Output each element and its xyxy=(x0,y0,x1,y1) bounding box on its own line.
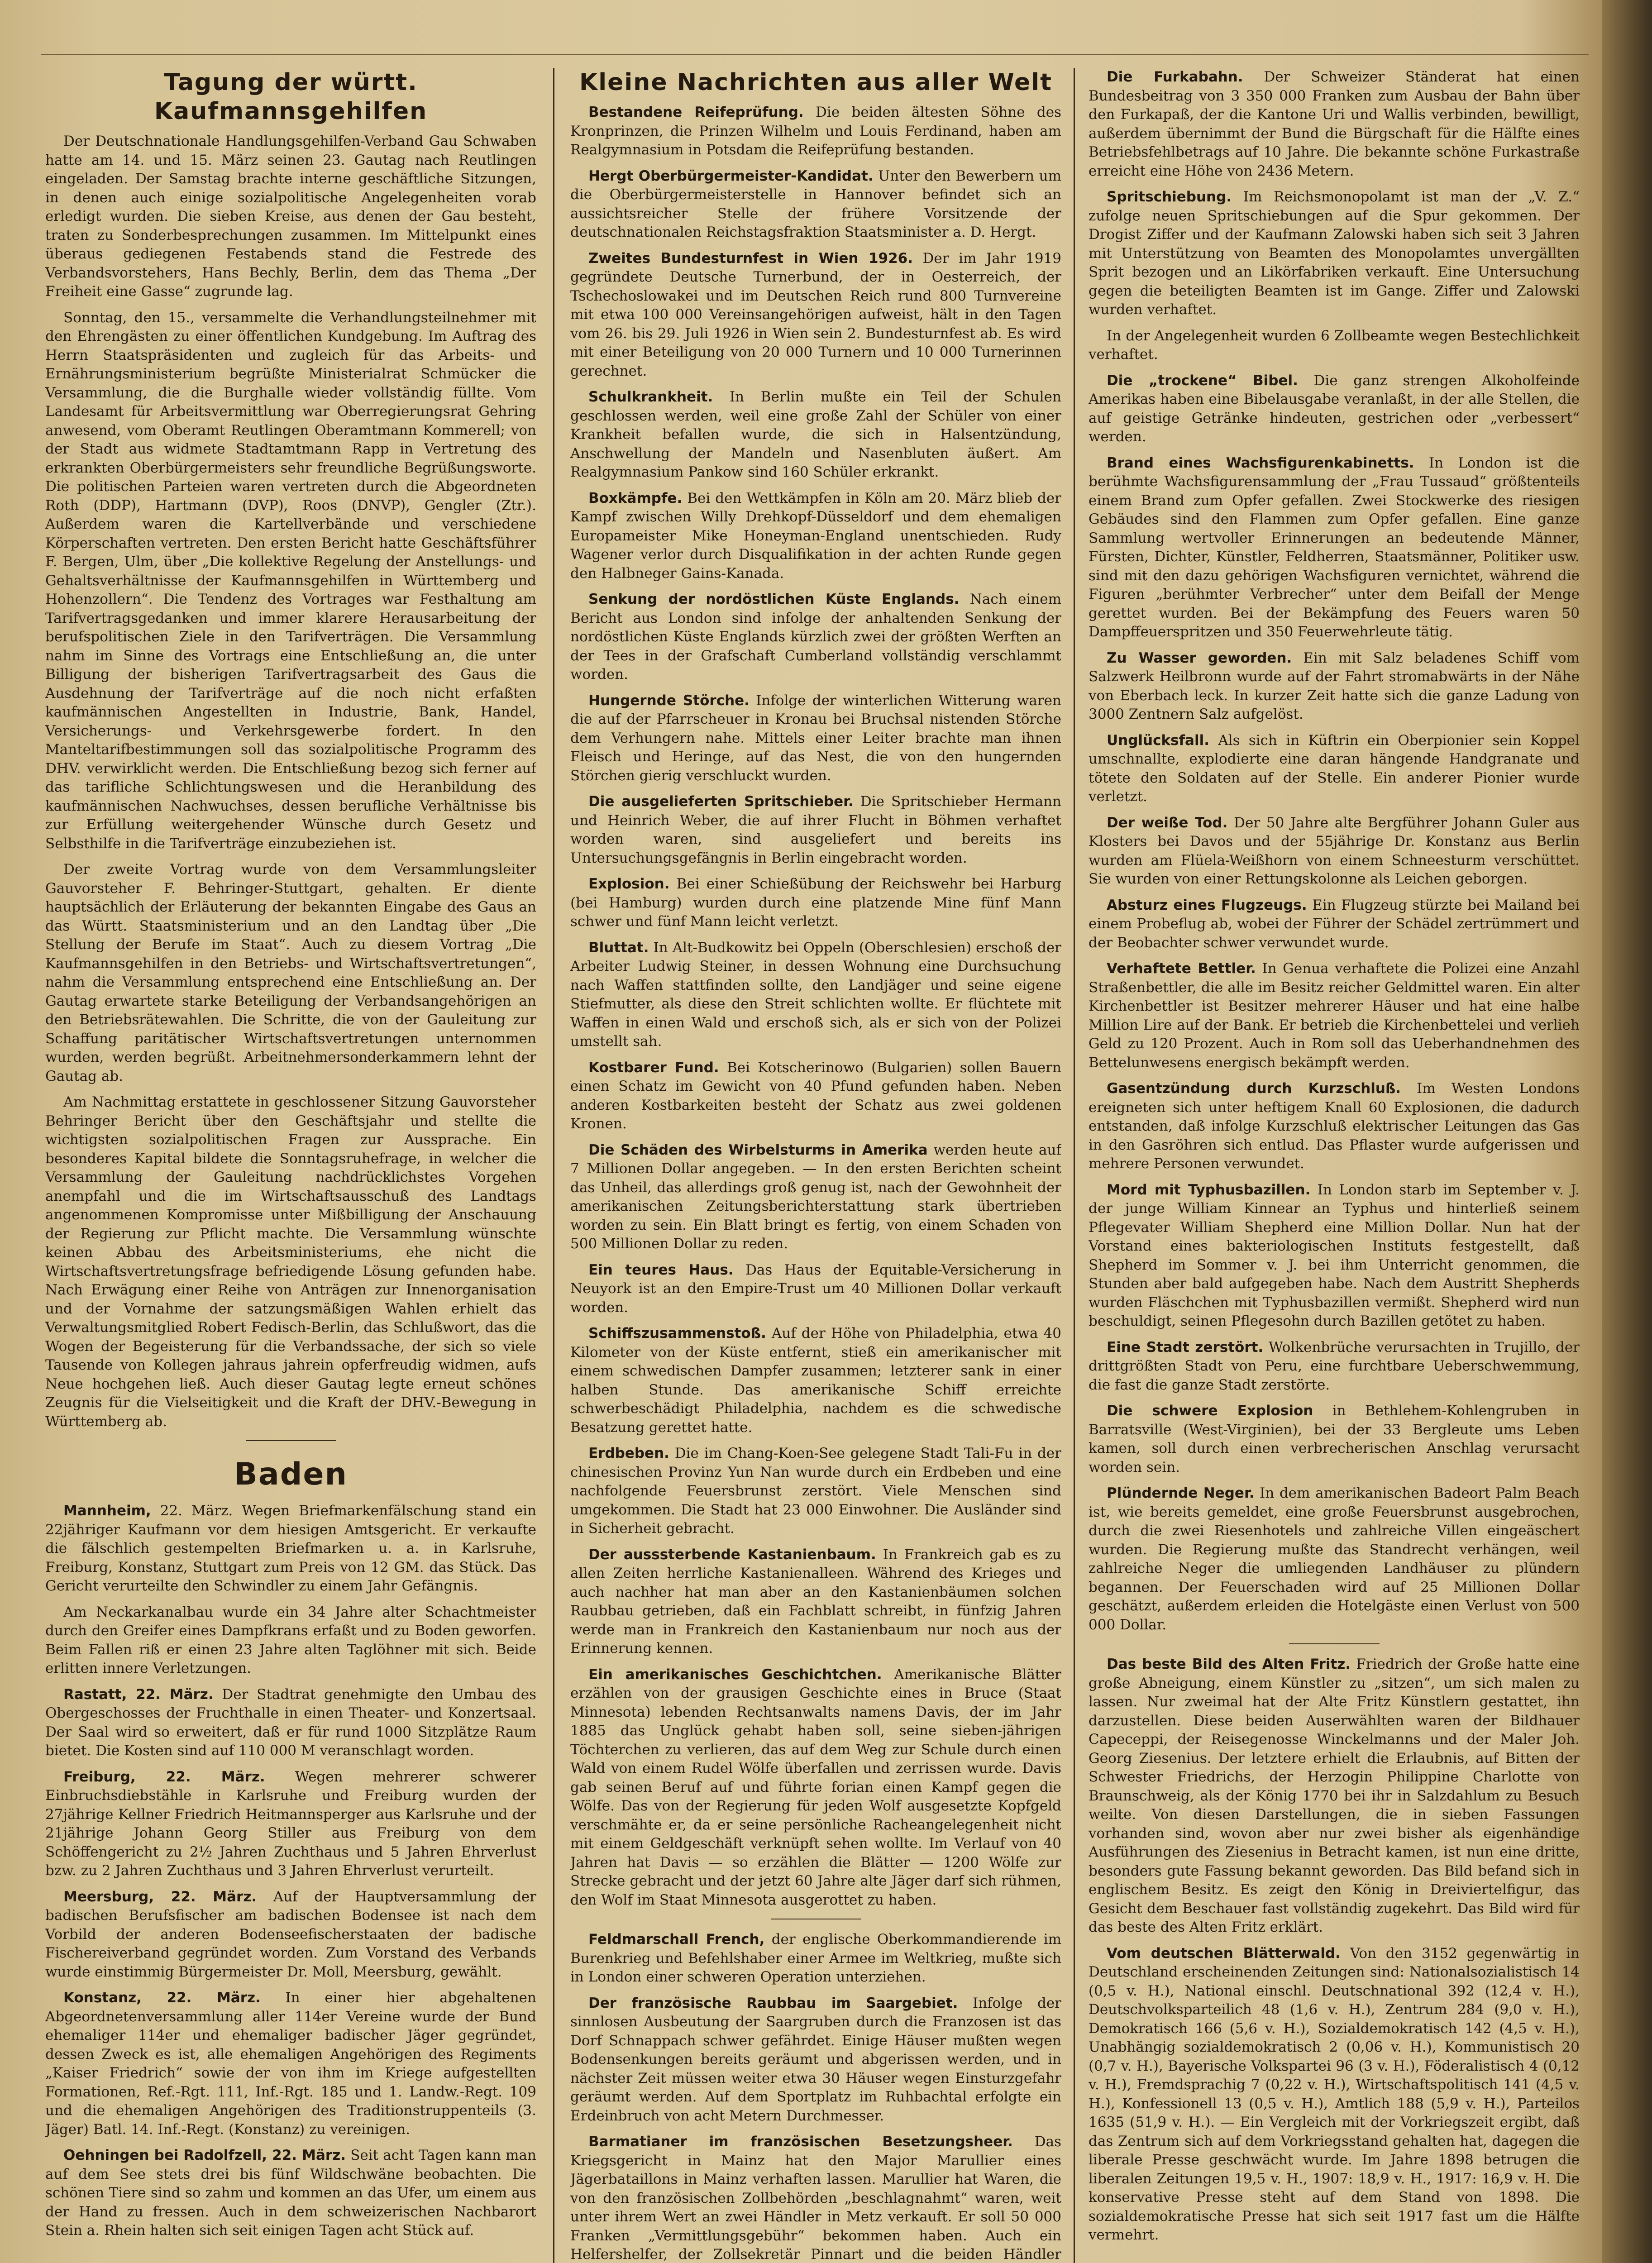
news-body: Die ganz strengen Alkoholfeinde Amerikas haben eine Bibelausgabe veranlaßt, in der alle Stellen, die auf geistige Getränke hindeuten, gestrichen oder „verbessert“ werden. xyxy=(1089,372,1580,445)
news-head: Der weiße Tod. xyxy=(1107,814,1228,831)
news-item xyxy=(1089,1079,1580,1174)
section-divider xyxy=(1289,1643,1380,1644)
news-head: Die „trockene“ Bibel. xyxy=(1107,372,1298,389)
news-head: Ein amerikanisches Geschichtchen. xyxy=(588,1666,882,1683)
news-body: Nach einem Bericht aus London sind infolge der anhaltenden Senkung der nordöstlichen Küste Englands kürzlich zwei der größten Werften an der Tees in der Grafschaft Cumberland vollständig verschlammt worden. xyxy=(570,591,1061,683)
news-head: Absturz eines Flugzeugs. xyxy=(1107,897,1307,913)
news-item xyxy=(45,1989,536,2139)
news-head: Bluttat. xyxy=(588,939,649,956)
article-paragraph: Der zweite Vortrag wurde von dem Versammlungsleiter Gauvorsteher F. Behringer-Stuttgart, gehalten. Er diente hauptsächlich der Erläuterung der bekannten Eingabe des Gaus an das Württ. Staatsministerium und an den Landtag über „Die Stellung der Berufe im Staat“. Auch zu diesem Vortrag „Die Kaufmannsgehilfen in den Betriebs- und Wirtschaftsvertretungen“, nahm die Versammlung entsprechend eine Entschließung an. Der Gautag erwartete starke Beteiligung der Verbandsangehörigen an den Betriebsrätewahlen. Die Schritte, die von der Gauleitung zur Schaffung paritätischer Wirtschaftsvertretungen unternommen wurden, werden begrüßt. Arbeitnehmersonderkammern lehnt der Gautag ab. xyxy=(45,861,536,1084)
news-head: Barmatianer im französischen Besetzungsheer. xyxy=(588,2134,1013,2150)
news-item xyxy=(570,1546,1061,1658)
column-1 xyxy=(45,68,536,2263)
article-paragraph: Der Deutschnationale Handlungsgehilfen-Verband Gau Schwaben hatte am 14. und 15. März seinen 23. Gautag nach Reutlingen eingeladen. Der Samstag brachte interne geschäftliche Sitzungen, in denen auch einige sozialpolitische Angelegenheiten vorab erledigt wurden. Die sieben Kreise, aus denen der Gau besteht, traten zu Sonderbesprechungen zusammen. Im Mittelpunkt eines überaus gediegenen Festabends stand die Festrede des Verbandsvorstehers, Hans Bechly, Berlin, dem das Thema „Der Freiheit eine Gasse“ zugrunde lag. xyxy=(45,133,536,300)
news-body: Die Spritschieber Hermann und Heinrich Weber, die auf ihrer Flucht in Böhmen verhaftet worden waren, sind ausgeliefert und bereits ins Untersuchungsgefängnis in Berlin eingebracht worden. xyxy=(570,793,1061,866)
news-head: Kostbarer Fund. xyxy=(588,1059,719,1076)
news-body: Unter den Bewerbern um die Oberbürgermeisterstelle in Hannover befindet sich an aussichtsreicher Stelle der frühere Vorsitzende der deutschnationalen Reichstagsfraktion Staatsminister a. D. Hergt. xyxy=(570,167,1061,240)
news-item xyxy=(1089,731,1580,807)
news-head: Senkung der nordöstlichen Küste Englands. xyxy=(588,591,960,607)
news-body: In Frankreich gab es zu allen Zeiten herrliche Kastanienalleen. Während des Krieges und auch nachher hat man aber an den Kastanienbäumen solchen Raubbau getrieben, daß ein Fachblatt schreibt, in fünfzig Jahren werde man in Frankreich den Kastanienbaum nur noch aus der Erinnerung kennen. xyxy=(570,1546,1061,1657)
news-head: Bestandene Reifeprüfung. xyxy=(588,104,804,120)
column-rule xyxy=(1074,68,1075,2263)
column-rule xyxy=(553,68,554,2263)
binding-spine xyxy=(1602,0,1652,2263)
article-paragraph: Sonntag, den 15., versammelte die Verhandlungsteilnehmer mit den Ehrengästen zu einer öffentlichen Kundgebung. Im Auftrag des Herrn Staatspräsidenten und zugleich für das Arbeits- und Ernährungsministerium begrüßte Ministerialrat Schmücker die Versammlung, die die Burghalle wieder vollständig füllte. Vom Landesamt für Arbeitsvermittlung war Oberregierungsrat Gehring anwesend, vom Oberamt Reutlingen Oberamtmann Kommerell; von der Stadt aus widmete Stadtamtmann Rapp in Vertretung des erkrankten Oberbürgermeisters sehr freundliche Begrüßungsworte. Die politischen Parteien waren vertreten durch die Abgeordneten Roth (DDP), Hartmann (DVP), Roos (DNVP), Gengler (Ztr.). Außerdem waren die Kartellverbände und verschiedene Körperschaften vertreten. Den ersten Bericht hatte Geschäftsführer F. Bergen, Ulm, über „Die kollektive Regelung der Anstellungs- und Gehaltsverhältnisse der Kaufmannsgehilfen in Württemberg und Hohenzollern“. Die Tendenz des Vortrages war Festhaltung am Tarifvertragsgedanken und immer klarere Herausarbeitung der berufspolitischen Ziele in den Tarifverträgen. Die Versammlung nahm im Sinne des Vortrags eine Entschließung an, die unter Billigung der bisherigen Tarifvertragsarbeit des Gaus die Ausdehnung der Tarifverträge auf die noch nicht erfaßten kaufmännischen Angestellten in Industrie, Bank, Handel, Versicherungs- und Verkehrsgewerbe fordert. In den Manteltarifbestimmungen soll das sozialpolitische Programm des DHV. verwirklicht werden. Die Entschließung bezog sich ferner auf das tarifliche Schlichtungswesen und die Heranbildung des kaufmännischen Nachwuchses, dessen berufliche Verhältnisse bis zur Erfüllung weitergehender Wünsche durch Gesetz und Selbsthilfe in die Tarifverträge einzubeziehen ist. xyxy=(45,309,536,852)
news-head: Konstanz, 22. März. xyxy=(63,1990,261,2006)
news-item xyxy=(1089,1944,1580,2245)
news-body: In einer hier abgehaltenen Abgeordnetenversammlung aller 114er Vereine wurde der Bund ehemaliger 114er und ehemaliger badischer Jäger gegründet, dessen Zweck es ist, alle ehemaligen Angehörigen des Regiments „Kaiser Friedrich“ sowie der von ihm im Kriege aufgestellten Formationen, Ref.-Rgt. 111, Inf.-Rgt. 185 und 1. Landw.-Regt. 109 und die ehemaligen Angehörigen des Traditionstruppenteils (3. Jäger) Batl. 14. Inf.-Regt. (Konstanz) zu vereinigen. xyxy=(45,1990,536,2138)
news-item xyxy=(570,1444,1061,1538)
news-item xyxy=(570,590,1061,684)
news-head: Unglücksfall. xyxy=(1107,732,1210,749)
news-body: Der 50 Jahre alte Bergführer Johann Guler aus Klosters bei Davos und der 55jährige Dr. Konstanz aus Berlin wurden am Flüela-Weißhorn von einem Schneesturm verschüttet. Sie wurden von einer Rettungskolonne als Leichen geborgen. xyxy=(1089,814,1580,887)
news-item xyxy=(570,1666,1061,1910)
news-head: Schiffszusammenstoß. xyxy=(588,1325,766,1342)
news-body: In London ist die berühmte Wachsfigurensammlung der „Frau Tussaud“ größtenteils einem Brand zum Opfer gefallen. Zwei Stockwerke des riesigen Gebäudes sind den Flammen zum Opfer gefallen. Eine ganze Sammlung wertvoller Erinnerungen an bedeutende Männer, Fürsten, Dichter, Künstler, Feldherren, Staatsmänner, Politiker usw. sind mit den dazu gehörigen Wachsfiguren vernichtet, während die Figuren „berühmter Verbrecher“ unter dem Beifall der Menge gerettet wurden. Bei der Bekämpfung des Feuers waren 50 Dampffeuerspritzen und 350 Feuerwehrleute tätig. xyxy=(1089,454,1580,640)
news-item xyxy=(1089,1655,1580,1937)
news-head: Die Furkabahn. xyxy=(1107,69,1243,85)
news-body: In London starb im September v. J. der junge William Kinnear an Typhus und hinterließ seinem Pflegevater William Shepherd eine Million Dollar. Nun hat der Vorstand eines bakteriologischen Instituts festgestellt, daß Shepherd im Sommer v. J. bei ihm Unterricht genommen, die Stunden aber bald aufgegeben habe. Nach dem Austritt Shepherds wurden Fläschchen mit Typhusbazillen vermißt. Shepherd wird nun beschuldigt, seinen Pflegesohn durch Bazillen getötet zu haben. xyxy=(1089,1181,1580,1329)
news-head: Hergt Oberbürgermeister-Kandidat. xyxy=(588,167,874,184)
news-body: Amerikanische Blätter erzählen von der grausigen Geschichte eines in Bruce (Staat Minnesota) lebenden Rechtsanwalts namens Davis, der im Jahr 1885 das Unglück gehabt haben soll, seine sieben-jährigen Töchterchen zu verlieren, das auf dem Weg zur Schule durch einen Wald von einem Rudel Wölfe überfallen und zerrissen wurde. Davis gab seinen Beruf auf und führte forian einen Kampf gegen die Wölfe. Das von der Regierung für jeden Wolf ausgesetzte Kopfgeld verschmähte er, da er seine persönliche Racheangelegenheit nicht mit einem Geldgeschäft verknüpft sehen wollte. Im Verlauf von 40 Jahren hat Davis — so erzählen die Blätter — 1200 Wölfe zur Strecke gebracht und der jetzt 60 Jahre alte Jäger darf sich rühmen, den Wolf im Staat Minnesota ausgerottet zu haben. xyxy=(570,1666,1061,1908)
news-head: Zu Wasser geworden. xyxy=(1107,649,1292,666)
news-body: Als sich in Küftrin ein Oberpionier sein Koppel umschnallte, explodierte eine daran hängende Handgranate und tötete den Soldaten auf der Stelle. Ein anderer Pionier wurde verletzt. xyxy=(1089,732,1580,805)
news-item xyxy=(570,793,1061,868)
news-item xyxy=(1089,68,1580,181)
column-2 xyxy=(570,68,1061,2263)
news-item xyxy=(570,1994,1061,2126)
news-item xyxy=(45,2146,536,2240)
news-body: Im Westen Londons ereigneten sich unter heftigem Knall 60 Explosionen, die dadurch entstanden, daß infolge Kurzschluß elektrischer Leitungen das Gas in den Gasröhren sich entlud. Das Pflaster wurde aufgerissen und mehrere Personen verwundet. xyxy=(1089,1080,1580,1172)
news-head: Oehningen bei Radolfzell, 22. März. xyxy=(63,2147,346,2163)
news-body: In Genua verhaftete die Polizei eine Anzahl Straßenbettler, die alle im Besitz reicher Geldmittel waren. Ein alter Kirchenbettler ist Besitzer mehrerer Häuser und hat eine halbe Million Lire auf der Bank. Er betrieb die Kirchenbettelei und verlieh Geld zu 120 Prozent. Auch in Rom soll das Ueberhandnehmen des Bettelunwesens energisch bekämpft werden. xyxy=(1089,960,1580,1071)
news-body: Die beiden ältesten Söhne des Kronprinzen, die Prinzen Wilhelm und Louis Ferdinand, haben am Realgymnasium in Potsdam die Reifeprüfung bestanden. xyxy=(570,104,1061,158)
news-item xyxy=(570,875,1061,931)
news-body: Das Kriegsgericht in Mainz hat den Major Marullier eines Jägerbataillons in Mainz verhaften lassen. Marullier hat Waren, die von den französischen Zollbehörden „beschlagnahmt“ waren, weit unter ihrem Wert an zwei Händler in Metz verkauft. Er soll 50 000 Franken „Vermittlungsgebühr“ bekommen haben. Auch ein Helfershelfer, der Zollsekretär Pinnart und die beiden Händler xyxy=(570,2134,1061,2263)
news-head: Ein teures Haus. xyxy=(588,1261,734,1278)
news-head: Vom deutschen Blätterwald. xyxy=(1107,1945,1341,1962)
news-item xyxy=(570,489,1061,583)
news-item xyxy=(570,939,1061,1051)
news-item xyxy=(45,1502,536,1596)
news-body: Infolge der winterlichen Witterung waren die auf der Pfarrscheuer in Kronau bei Bruchsal nistenden Störche dem Verhungern nahe. Mittels einer Leiter brachte man ihnen Fleisch und Heringe, auf das Nest, die von den hungernden Störchen gierig verschluckt wurden. xyxy=(570,692,1061,784)
section-divider xyxy=(246,1440,336,1441)
news-body: der englische Oberkommandierende im Burenkrieg und Befehlshaber einer Armee im Weltkrieg, mußte sich in London einer schweren Operation unterziehen. xyxy=(570,1931,1061,1985)
news-body: Bei den Wettkämpfen in Köln am 20. März blieb der Kampf zwischen Willy Drehkopf-Düsseldorf und dem ehemaligen Europameister Mike Honeyman-England unentschieden. Rudy Wagener verlor durch Disqualifikation in der achten Runde gegen den Halbneger Gains-Kanada. xyxy=(570,490,1061,582)
news-item xyxy=(1089,1338,1580,1395)
news-head: Feldmarschall French, xyxy=(588,1931,765,1948)
news-body: Das Haus der Equitable-Versicherung in Neuyork ist an den Empire-Trust um 40 Millionen Dollar verkauft worden. xyxy=(570,1261,1061,1316)
news-head: Das beste Bild des Alten Fritz. xyxy=(1107,1656,1351,1672)
news-body: Ein Flugzeug stürzte bei Mailand bei einem Probeflug ab, wobei der Führer der Schädel zertrümmert und der Beobachter schwer verwundet wurde. xyxy=(1089,897,1580,951)
news-head: Die Schäden des Wirbelsturms in Amerika xyxy=(588,1141,928,1158)
news-body: in Bethlehem-Kohlengruben in Barratsville (West-Virginien), bei der 33 Bergleute ums Leben kamen, soll durch einen verbrecherischen Anschlag verursacht worden sein. xyxy=(1089,1403,1580,1475)
news-item xyxy=(1089,814,1580,889)
section-title: Baden xyxy=(234,1456,348,1492)
news-head: Explosion. xyxy=(588,876,670,892)
news-item xyxy=(1089,372,1580,447)
news-body: Der Schweizer Ständerat hat einen Bundesbeitrag von 3 350 000 Franken zum Ausbau der Bahn über den Furkapaß, der die Kantone Uri und Wallis verbinden, bewilligt, außerdem übernimmt der Bund die Bürgschaft für die Hälfte eines Betriebsfehlbetrags auf 10 Jahre. Die bekannte schöne Furkastraße erreicht eine Höhe von 2436 Metern. xyxy=(1089,69,1580,179)
news-head: Boxkämpfe. xyxy=(588,490,683,506)
news-item xyxy=(1089,649,1580,724)
news-body: Der im Jahr 1919 gegründete Deutsche Turnerbund, der in Oesterreich, der Tschechoslowakei und im Deutschen Reich rund 800 Turnvereine mit etwa 100 000 Vereinsangehörigen aufweist, hält in den Tagen vom 26. bis 29. Juli 1926 in Wien sein 2. Bundesturnfest ab. Es wird mit einer Beteiligung von 20 000 Turnern und 10 000 Turnerinnen gerechnet. xyxy=(570,250,1061,379)
news-head: Zweites Bundesturnfest in Wien 1926. xyxy=(588,250,913,267)
news-head: Spritschiebung. xyxy=(1107,189,1232,205)
news-item xyxy=(1089,188,1580,320)
news-body: Von den 3152 gegenwärtig in Deutschland erscheinenden Zeitungen sind: Nationalsozialistisch 14 (0,5 v. H.), National einschl. Deutschnational 392 (12,4 v. H.), Deutschvolksparteilich 48 (1,6 v. H.), Zentrum 284 (9,0 v. H.), Demokratisch 166 (5,6 v. H.), Sozialdemokratisch 142 (4,5 v. H.), Unabhängig sozialdemokratisch 2 (0,06 v. H.), Kommunistisch 20 (0,7 v. H.), Bayerische Volkspartei 96 (3 v. H.), Föderalistisch 4 (0,12 v. H.), Fremdsprachig 7 (0,22 v. H.), Wirtschaftspolitisch 141 (4,5 v. H.), Konfessionell 13 (0,5 v. H.), Amtlich 188 (5,9 v. H.), Parteilos 1635 (51,9 v. H.). — Ein Vergleich mit der Vorkriegszeit ergibt, daß das Zentrum sich auf dem Vorkriegsstand gehalten hat, dagegen die liberale Presse geschwächt wurde. Im Jahre 1898 betrugen die liberalen Zeitungen 19,5 v. H., 1907: 18,9 v. H., 1917: 16,9 v. H. Die konservative Presse steht auf dem Stand von 1898. Die sozialdemokratische Presse hat sich seit 1917 fast um die Hälfte vermehrt. xyxy=(1089,1945,1580,2243)
news-body: In Berlin mußte ein Teil der Schulen geschlossen werden, weil eine große Zahl der Schüler von einer Krankheit befallen wurde, die sich in Halsentzündung, Anschwellung der Mandeln und Nasenbluten äußert. Am Realgymnasium Pankow sind 160 Schüler erkrankt. xyxy=(570,389,1061,480)
news-item xyxy=(1089,1402,1580,1477)
top-rule xyxy=(41,54,1589,55)
news-body: Auf der Höhe von Philadelphia, etwa 40 Kilometer von der Küste entfernt, stieß ein amerikanischer mit einem schwedischen Dampfer zusammen; letzterer sank in einer halben Stunde. Das amerikanische Schiff erreichte schwerbeschädigt Philadelphia, nachdem es die schwedische Besatzung gerettet hatte. xyxy=(570,1325,1061,1436)
news-body: Infolge der sinnlosen Ausbeutung der Saargruben durch die Franzosen ist das Dorf Schnappach schwer gefährdet. Einige Häuser mußten wegen Bodensenkungen bereits geräumt und abgerissen werden, und in nächster Zeit müssen weiter etwa 30 Häuser wegen Einsturzgefahr geräumt werden. Auf dem Sportplatz im Ruhbachtal erfolgte ein Erdeinbruch von acht Metern Durchmesser. xyxy=(570,1995,1061,2124)
news-body: Seit acht Tagen kann man auf dem See stets drei bis fünf Wildschwäne beobachten. Die schönen Tiere sind so zahm und kommen an das Ufer, um einem aus der Hand zu fressen. Auch in dem schweizerischen Nachbarort Stein a. Rhein halten sich seit einigen Tagen acht Stück auf. xyxy=(45,2147,536,2239)
news-head: Freiburg, 22. März. xyxy=(63,1768,265,1785)
news-head: Gasentzündung durch Kurzschluß. xyxy=(1107,1080,1401,1097)
news-item xyxy=(570,167,1061,242)
news-head: Der französische Raubbau im Saargebiet. xyxy=(588,1995,958,2011)
news-head: Mord mit Typhusbazillen. xyxy=(1107,1181,1311,1198)
article-title: Tagung der württ. Kaufmannsgehilfen xyxy=(154,69,428,125)
news-head: Verhaftete Bettler. xyxy=(1107,960,1256,977)
news-body: Im Reichsmonopolamt ist man der „V. Z.“ zufolge neuen Spritschiebungen auf die Spur gekommen. Der Drogist Ziffer und der Kaufmann Zalowski haben sich seit 3 Jahren mit Unterstützung von Beamten des Monopolamtes unvergällten Sprit bezogen und an Likörfabriken verkauft. Eine Untersuchung gegen die beteiligten Beamten ist im Gange. Ziffer und Zalowski wurden verhaftet. xyxy=(1089,189,1580,318)
news-body: Wolkenbrüche verursachten in Trujillo, der drittgrößten Stadt von Peru, eine furchtbare Ueberschwemmung, die fast die ganze Stadt zerstörte. xyxy=(1089,1339,1580,1393)
news-body: Bei einer Schießübung der Reichswehr bei Harburg (bei Hamburg) wurden durch eine platzende Mine fünf Mann schwer und fünf Mann leicht verletzt. xyxy=(570,876,1061,930)
news-item xyxy=(1089,454,1580,642)
news-head: Mannheim, xyxy=(63,1503,151,1519)
news-body: Friedrich der Große hatte eine große Abneigung, einem Künstler zu „sitzen“, um sich malen zu lassen. Nur zweimal hat der Alte Fritz Künstlern gestattet, ihn darzustellen. Diese beiden Auserwählten waren der Bildhauer Capeceppi, der Reisegenosse Winckelmanns und der Maler Joh. Georg Ziesenius. Der letztere erhielt die Erlaubnis, auf Bitten der Schwester Friedrichs, der Herzogin Philippine Charlotte von Braunschweig, als der König 1770 bei ihr in Salzdahlum zu Besuch weilte. Von diesen Darstellungen, die in sieben Fassungen vorhanden sind, wovon aber nur zwei bisher als eigenhändige Ausführungen des Ziesenius in Betracht kamen, ist nun eine dritte, besonders gute Fassung bekannt geworden. Das Bild befand sich in englischem Besitz. Es zeigt den König in Dreiviertelfigur, das Gesicht dem Beschauer fast vollständig zugekehrt. Das Bild wird für das beste des Alten Fritz erklärt. xyxy=(1089,1656,1580,1935)
news-item xyxy=(570,1141,1061,1254)
news-item xyxy=(45,1685,536,1761)
news-body: werden heute auf 7 Millionen Dollar angegeben. — In den ersten Berichten scheint das Unheil, das allerdings groß genug ist, nach der Gewohnheit der amerikanischen Zeitungsberichterstattung stark übertrieben worden zu sein. Ein Blatt bringt es fertig, von einem Schaden von 500 Millionen Dollar zu reden. xyxy=(570,1141,1061,1252)
news-item xyxy=(45,1768,536,1881)
news-item xyxy=(1089,896,1580,953)
news-body: Die im Chang-Koen-See gelegene Stadt Tali-Fu in der chinesischen Provinz Yun Nan wurde durch ein Erdbeben und eine nachfolgende Feuersbrunst zerstört. Viele Menschen sind umgekommen. Die Stadt hat 23 000 Einwohner. Die Ausländer sind in Sicherheit gebracht. xyxy=(570,1445,1061,1537)
news-body: 22. März. Wegen Briefmarkenfälschung stand ein 22jähriger Kaufmann vor dem hiesigen Amtsgericht. Er verkaufte die fälschlich gestempelten Briefmarken u. a. in Karlsruhe, Freiburg, Konstanz, Stuttgart zum Preis von 12 GM. das Stück. Das Gericht verurteilte den Schwindler zu einem Jahr Gefängnis. xyxy=(45,1503,536,1594)
news-item xyxy=(570,1059,1061,1134)
news-head: Meersburg, 22. März. xyxy=(63,1888,257,1905)
news-head: Erdbeben. xyxy=(588,1445,669,1461)
news-item xyxy=(570,1930,1061,1987)
news-body: Wegen mehrerer schwerer Einbruchsdiebstähle in Karlsruhe und Freiburg wurden der 27jährige Kellner Friedrich Heitmannsperger aus Karlsruhe und der 21jährige Johann Georg Stiller aus Freiburg von dem Schöffengericht zu 2½ Jahren Zuchthaus und 5 Jahren Ehrverlust bzw. zu 2 Jahren Zuchthaus und 3 Jahren Ehrverlust verurteilt. xyxy=(45,1768,536,1879)
news-item xyxy=(570,1324,1061,1437)
news-body: Bei Kotscherinowo (Bulgarien) sollen Bauern einen Schatz im Gewicht von 40 Pfund gefunden haben. Neben anderen Kostbarkeiten besteht der Schatz aus zwei goldenen Kronen. xyxy=(570,1059,1061,1132)
news-head: Der ausssterbende Kastanienbaum. xyxy=(588,1546,876,1563)
news-head: Hungernde Störche. xyxy=(588,692,750,709)
section-title: Kleine Nachrichten aus aller Welt xyxy=(579,69,1052,96)
news-item xyxy=(570,2133,1061,2263)
news-head: Die schwere Explosion xyxy=(1107,1403,1313,1419)
news-head: Die ausgelieferten Spritschieber. xyxy=(588,793,854,810)
news-head: Plündernde Neger. xyxy=(1107,1485,1255,1501)
news-body: Der Stadtrat genehmigte den Umbau des Obergeschosses der Fruchthalle in einen Theater- und Konzertsaal. Der Saal wird so erweitert, daß er für rund 1000 Sitzplätze Raum bietet. Die Kosten sind auf 110 000 M veranschlagt worden. xyxy=(45,1686,536,1759)
news-head: Eine Stadt zerstört. xyxy=(1107,1339,1264,1356)
article-paragraph: Am Nachmittag erstattete in geschlossener Sitzung Gauvorsteher Behringer Bericht über den Geschäftsjahr und stellte die wichtigsten sozialpolitischen Fragen zur Aussprache. Ein besonderes Kapital bildete die Sonntagsruhefrage, in welcher die Versammlung der Gauleitung nachdrücklichstes Vorgehen anempfahl und die im Wirtschaftsausschuß des Landtags angenommenen Kompromisse unter Mißbilligung der Anschauung der Regierung zur Pflicht machte. Die Versammlung wünschte keinen Abbau des Arbeitsministeriums, ehe nicht die Wirtschaftsvertretungsfrage befriedigende Lösung gefunden habe. Nach Erwägung einer Reihe von Anträgen zur Innenorganisation und der Vornahme der satzungsmäßigen Wahlen erhielt das Verwaltungsmitglied Robert Fedisch-Berlin, das Schlußwort, das die Wogen der Begeisterung für die Verbandssache, der sich so viele Tausende von Kollegen jahraus jahrein opferfreudig widmen, aufs Neue hochgehen ließ. Auch dieser Gautag legte erneut schönes Zeugnis für die Vielseitigkeit und die Kraft der DHV.-Bewegung in Württemberg ab. xyxy=(45,1094,536,1430)
news-body: In dem amerikanischen Badeort Palm Beach ist, wie bereits gemeldet, eine große Feuersbrunst ausgebrochen, durch die zwei Riesenhotels und zahlreiche Villen eingeäschert wurden. Die Regierung mußte das Standrecht verhängen, weil zahlreiche Neger die umliegenden Landhäuser zu plündern begannen. Der Feuerschaden wird auf 25 Millionen Dollar geschätzt, außerdem erleiden die Hotelgäste einen Verlust von 500 000 Dollar. xyxy=(1089,1485,1580,1633)
news-item xyxy=(1089,1484,1580,1634)
news-head: Schulkrankheit. xyxy=(588,389,713,405)
news-item xyxy=(570,1261,1061,1318)
news-item xyxy=(570,388,1061,482)
news-item xyxy=(1089,1181,1580,1331)
news-body: Auf der Hauptversammlung der badischen Berufsfischer am badischen Bodensee ist nach dem Vorbild der anderen Bodenseefischerstaaten der badische Fischereiverband gegründet worden. Zum Vorstand des Verbands wurde einstimmig Bürgermeister Dr. Moll, Meersburg, gewählt. xyxy=(45,1888,536,1980)
news-item xyxy=(570,249,1061,381)
news-item xyxy=(570,692,1061,786)
news-item xyxy=(45,1888,536,1982)
column-3 xyxy=(1089,68,1580,2263)
news-item xyxy=(1089,960,1580,1072)
news-body: Ein mit Salz beladenes Schiff vom Salzwerk Heilbronn wurde auf der Fahrt stromabwärts in der Nähe von Eberbach leck. In kurzer Zeit hatte sich die ganze Ladung von 3000 Zentnern Salz aufgelöst. xyxy=(1089,649,1580,722)
news-head: Rastatt, 22. März. xyxy=(63,1686,214,1703)
news-item: Am Neckarkanalbau wurde ein 34 Jahre alter Schachtmeister durch den Greifer eines Dampfkrans erfaßt und zu Boden geworfen. Beim Fallen riß er einen 23 Jahre alten Taglöhner mit sich. Beide erlitten innere Verletzungen. xyxy=(45,1604,536,1676)
news-head: Brand eines Wachsfigurenkabinetts. xyxy=(1107,454,1414,471)
news-item xyxy=(570,103,1061,160)
news-item: In der Angelegenheit wurden 6 Zollbeamte wegen Bestechlichkeit verhaftet. xyxy=(1089,327,1580,363)
news-body: In Alt-Budkowitz bei Oppeln (Oberschlesien) erschoß der Arbeiter Ludwig Steiner, in dessen Wohnung eine Durchsuchung nach Waffen stattfinden sollte, den Landjäger und seine eigene Stiefmutter, als diese den Streit schlichten wollte. Er flüchtete mit Waffen in einen Wald und erschoß sich, als er sich von der Polizei umstellt sah. xyxy=(570,939,1061,1050)
